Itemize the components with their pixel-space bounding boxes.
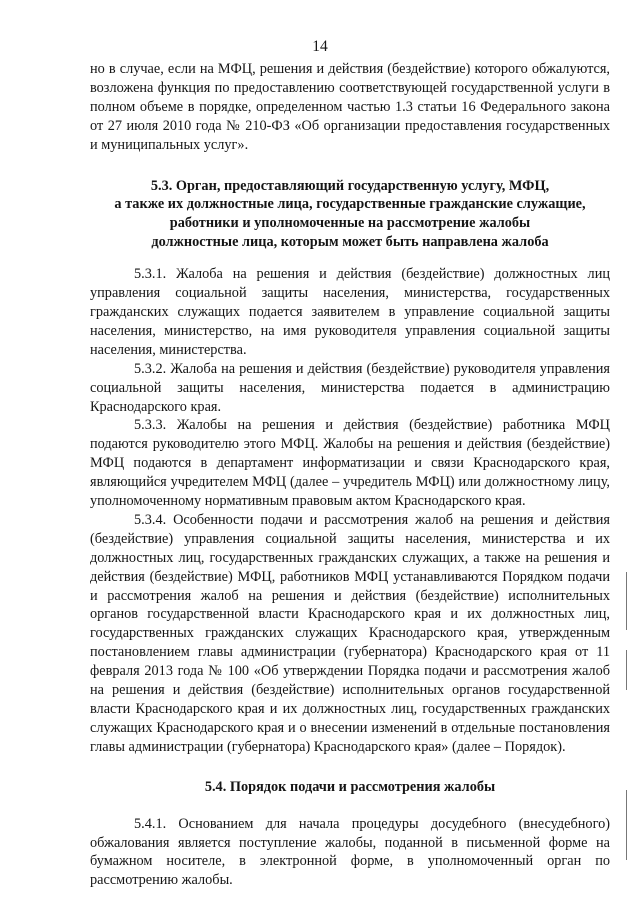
heading-line: работники и уполномоченные на рассмотрение жалобы (169, 215, 531, 232)
paragraph-5-3-4: 5.3.4. Особенности подачи и рассмотрения жалоб на решения и действия (бездействие) управления социальной защиты населения, министерства и их должностных лиц, государственных гражданских служащих, а также на решения и действия (бездействие) МФЦ, работников МФЦ устанавливаются Порядком подачи и рассмотрения жалоб на решения и действия (бездействие) исполнительных органов государственной власти Краснодарского края и их должностных лиц, государственных гражданских служащих Краснодарского края, утвержденным постановлением главы администрации (губернатора) Краснодарского края от 11 февраля 2013 года № 100 «Об утверждении Порядка подачи и рассмотрения жалоб на решения и действия (бездействие) исполнительных органов государственной власти Краснодарского края и их должностных лиц, государственных гражданских служащих Краснодарского края и о внесении изменений в отдельные постановления главы администрации (губернатора) Краснодарского края» (далее – Порядок). (90, 511, 610, 755)
page-content (90, 60, 610, 890)
paragraph-5-3-1: 5.3.1. Жалоба на решения и действия (бездействие) должностных лиц управления социальной защиты населения, министерства, государственных гражданских служащих подается заявителем в управление социальной защиты населения, министерство, на имя руководителя управления социальной защиты населения, министерства. (90, 266, 610, 358)
margin-mark (626, 572, 627, 630)
heading-line: должностные лица, которым может быть направлена жалоба (151, 234, 549, 251)
heading-line: а также их должностные лица, государственные гражданские служащие, (114, 196, 586, 213)
paragraph-5-3-3: 5.3.3. Жалобы на решения и действия (бездействие) работника МФЦ подаются руководителю этого МФЦ. Жалобы на решения и действия (бездействие) МФЦ подаются в департамент информатизации и связи Краснодарского края, являющийся учредителем МФЦ (далее – учредитель МФЦ) или должностному лицу, уполномоченному нормативным правовым актом Краснодарского края. (90, 417, 610, 510)
paragraph-5-3-2: 5.3.2. Жалоба на решения и действия (бездействие) руководителя управления социальной защиты населения, министерства подается в администрацию Краснодарского края. (90, 360, 610, 415)
paragraph-5-4-1: 5.4.1. Основанием для начала процедуры досудебного (внесудебного) обжалования является поступление жалобы, поданной в письменной форме на бумажном носителе, в электронной форме, в уполномоченный орган по рассмотрению жалобы. (90, 815, 610, 889)
page-number: 14 (312, 38, 328, 55)
intro-paragraph: но в случае, если на МФЦ, решения и действия (бездействие) которого обжалуются, возложена функция по предоставлению соответствующей государственной услуги в полном объеме в порядке, определенном частью 1.3 статьи 16 Федерального закона от 27 июля 2010 года № 210-ФЗ «Об организации предоставления государственных и муниципальных услуг». (90, 61, 610, 153)
margin-mark (626, 790, 627, 860)
section-5-3-heading (90, 177, 610, 253)
heading-line: 5.3. Орган, предоставляющий государственную услугу, МФЦ, (150, 177, 550, 194)
section-5-4-heading: 5.4. Порядок подачи и рассмотрения жалобы (204, 778, 496, 795)
margin-mark (626, 650, 627, 690)
